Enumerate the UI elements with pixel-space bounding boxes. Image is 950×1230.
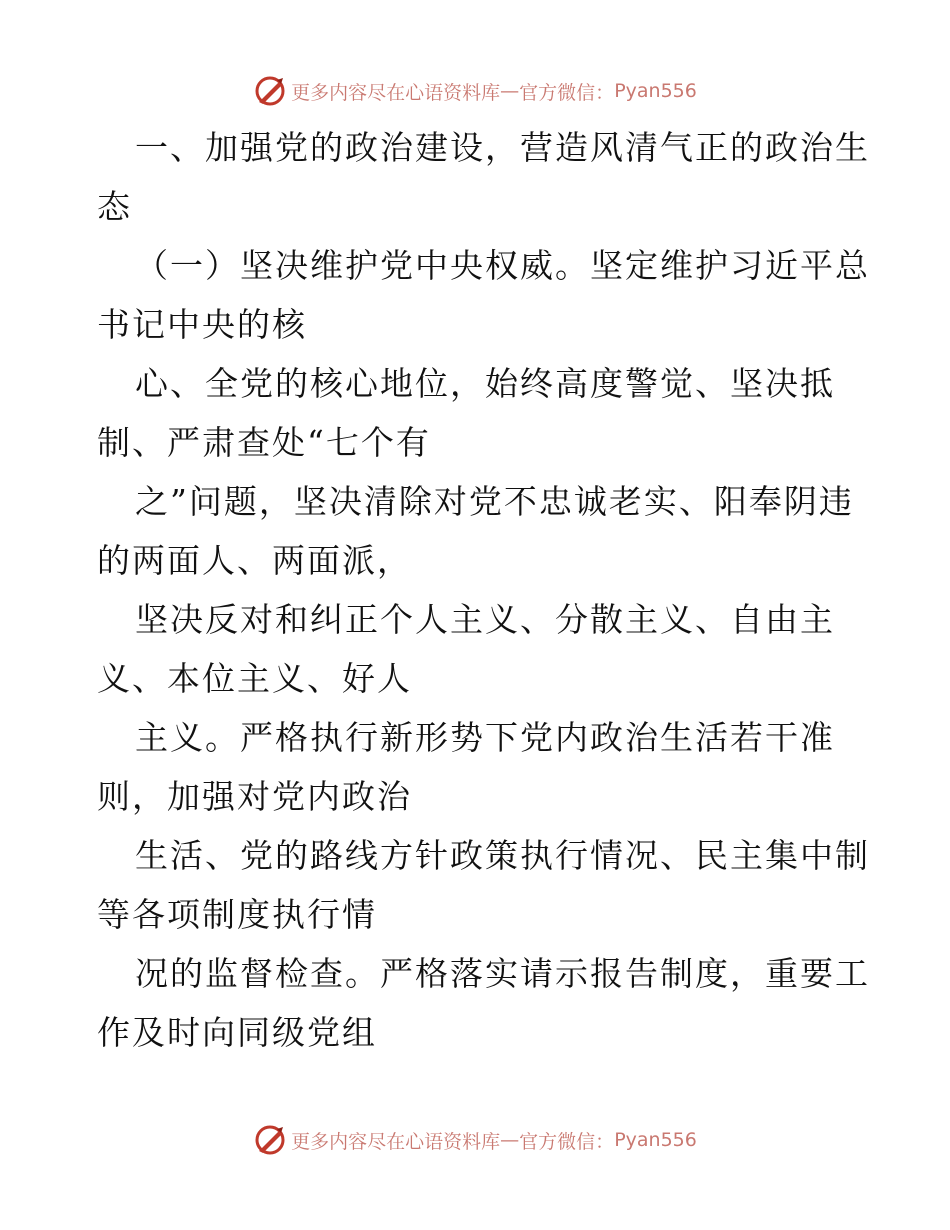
watermark-wechat-label: 官方微信：	[519, 1130, 615, 1153]
text-line: 态	[97, 187, 132, 226]
text-line: 生活、党的路线方针政策执行情况、民主集中制	[135, 836, 870, 875]
header-watermark	[0, 71, 950, 111]
text-line: 作及时向同级党组	[97, 1013, 377, 1052]
document-body	[97, 118, 870, 1062]
watermark-text: 更多内容尽在心语资料库	[291, 1130, 501, 1153]
text-line: 之”问题，坚决清除对党不忠诚老实、阳奉阴违	[135, 482, 854, 521]
text-line: 一、加强党的政治建设，营造风清气正的政治生	[135, 128, 870, 167]
watermark-wechat-id: Pyan556	[614, 80, 697, 102]
text-line: 心、全党的核心地位，始终高度警觉、坚决抵	[135, 364, 835, 403]
quill-logo-icon	[253, 74, 287, 108]
text-line: （一）坚决维护党中央权威。坚定维护习近平总	[135, 246, 870, 285]
watermark-wechat-id: Pyan556	[614, 1129, 697, 1151]
text-line: 书记中央的核	[97, 305, 307, 344]
watermark-separator: —	[500, 1129, 520, 1151]
watermark-wechat-label: 官方微信：	[519, 81, 615, 104]
quill-logo-icon	[253, 1123, 287, 1157]
text-line: 坚决反对和纠正个人主义、分散主义、自由主	[135, 600, 835, 639]
text-line: 则，加强对党内政治	[97, 777, 412, 816]
watermark-separator: —	[500, 80, 520, 102]
text-line: 主义。严格执行新形势下党内政治生活若干准	[135, 718, 835, 757]
text-line: 制、严肃查处“七个有	[97, 423, 431, 462]
text-line: 的两面人、两面派，	[97, 541, 412, 580]
footer-watermark	[0, 1120, 950, 1160]
text-line: 况的监督检查。严格落实请示报告制度，重要工	[135, 954, 870, 993]
text-line: 义、本位主义、好人	[97, 659, 412, 698]
text-line: 等各项制度执行情	[97, 895, 377, 934]
watermark-text: 更多内容尽在心语资料库	[291, 81, 501, 104]
